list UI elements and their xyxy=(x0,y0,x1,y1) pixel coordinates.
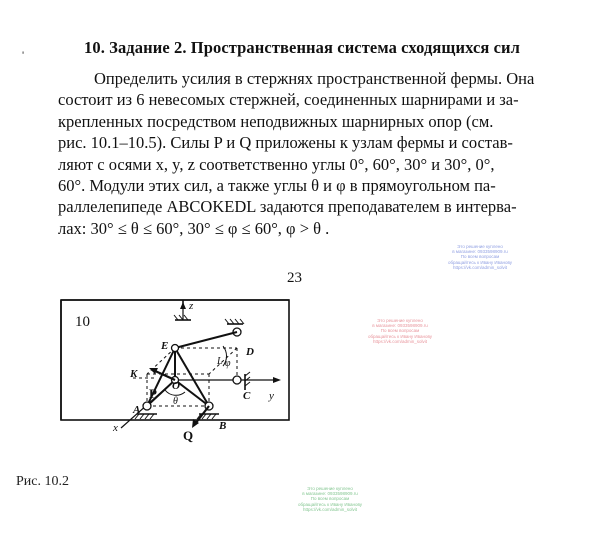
paragraph-line: рис. 10.1–10.5). Силы P и Q приложены к узлам фермы и состав- xyxy=(58,133,513,153)
paragraph-line: состоит из 6 невесомых стержней, соединенных шарнирами и за- xyxy=(58,90,519,110)
paragraph-line: лах: 30° ≤ θ ≤ 60°, 30° ≤ φ ≤ 60°, φ > θ . xyxy=(58,218,330,238)
label-phi: φ xyxy=(225,358,231,369)
truss-figure xyxy=(55,294,295,484)
figure-caption: Рис. 10.2 xyxy=(16,474,69,489)
watermark: Это решение куплено в магазине: 0933598909.ru По всем вопросам обращайтесь к Ивану Иванову https://vk.com/admin_solvit xyxy=(447,244,513,270)
page-number: 23 xyxy=(287,270,302,286)
label-L: L xyxy=(217,356,223,367)
paragraph-line: 60°. Модули этих сил, а также углы θ и φ в прямоугольном па- xyxy=(58,176,496,196)
label-A: A xyxy=(133,404,141,416)
label-Q: Q xyxy=(183,428,194,443)
paragraph-line: Определить усилия в стержнях пространственной фермы. Она xyxy=(94,69,535,88)
label-D: D xyxy=(246,346,254,358)
task-paragraph xyxy=(58,68,558,239)
label-K: K xyxy=(130,368,138,380)
label-P: P xyxy=(149,386,157,401)
label-x: x xyxy=(113,422,118,434)
label-z: z xyxy=(189,300,194,312)
paragraph-line: ляют с осями x, y, z соответственно углы 0°, 60°, 30° и 30°, 0°, xyxy=(58,154,495,174)
watermark: Это решение куплено в магазине: 0933598909.ru По всем вопросам обращайтесь к Ивану Иванову https://vk.com/admin_solvit xyxy=(367,318,433,344)
task-heading: 10. Задание 2. Пространственная система сходящихся сил xyxy=(84,38,521,57)
paragraph-line: раллелепипеде ABCOKEDL задаются преподавателем в интерва- xyxy=(58,197,517,217)
label-O: O xyxy=(172,380,180,392)
paragraph-line: крепленных посредством неподвижных шарнирных опор (см. xyxy=(58,111,494,131)
label-B: B xyxy=(219,420,227,432)
label-C: C xyxy=(243,390,251,402)
label-theta: θ xyxy=(173,396,178,407)
label-E: E xyxy=(161,340,169,352)
watermark: Это решение куплено в магазине: 0933598909.ru По всем вопросам обращайтесь к Ивану Иванову https://vk.com/admin_solvit xyxy=(297,486,363,512)
label-y: y xyxy=(269,390,274,402)
figure-number: 10 xyxy=(75,314,90,330)
edge-mark: ' xyxy=(22,50,25,62)
